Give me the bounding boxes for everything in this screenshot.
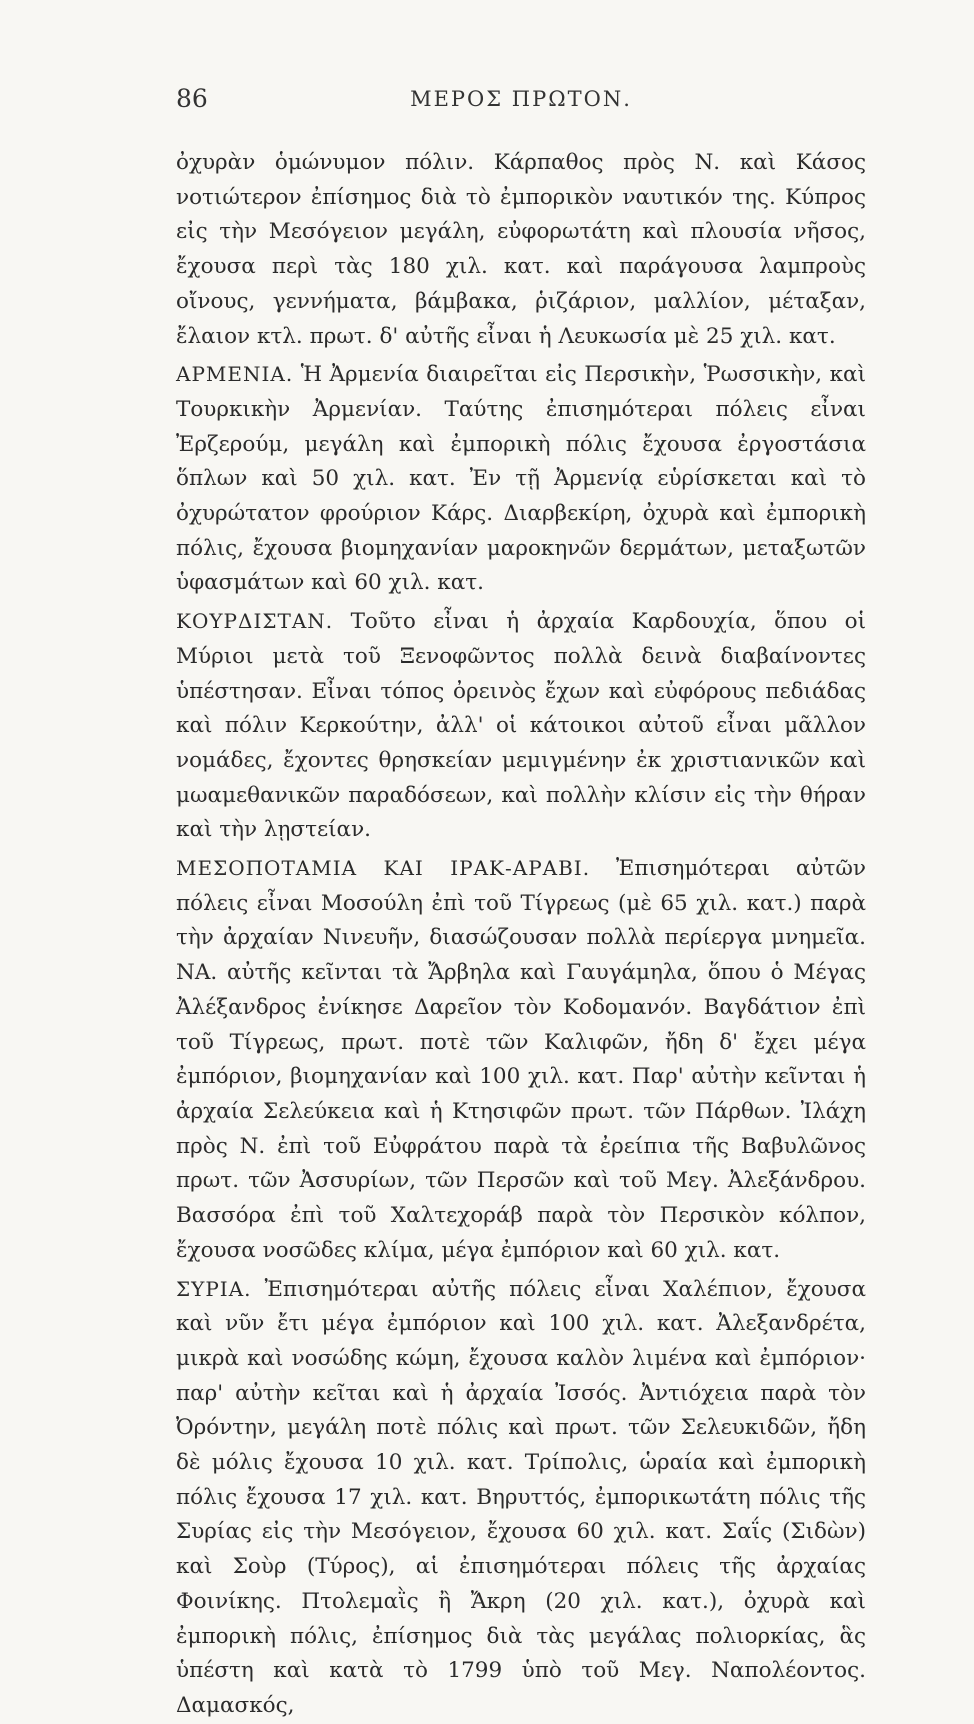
paragraph-kurdistan [176, 604, 866, 848]
paragraph-text: Ἐπισημότεραι αὐτῶν πόλεις εἶναι Μοσούλη ἐπὶ τοῦ Τίγρεως (μὲ 65 χιλ. κατ.) παρὰ τὴν ἀρχαίαν Νινευῆν, διασώζουσαν πολλὰ περίεργα μνημεῖα. ΝΑ. αὐτῆς κεῖνται τὰ Ἄρβηλα καὶ Γαυγάμηλα, ὅπου ὁ Μέγας Ἀλέξανδρος ἐνίκησε Δαρεῖον τὸν Κοδομανόν. Βαγδάτιον ἐπὶ τοῦ Τίγρεως, πρωτ. ποτὲ τῶν Καλιφῶν, ἤδη δ' ἔχει μέγα ἐμπόριον, βιομηχανίαν καὶ 100 χιλ. κατ. Παρ' αὐτὴν κεῖνται ἡ ἀρχαία Σελεύκεια καὶ ἡ Κτησιφῶν πρωτ. τῶν Πάρθων. Ἰλάχη πρὸς Ν. ἐπὶ τοῦ Εὐφράτου παρὰ τὰ ἐρείπια τῆς Βαβυλῶνος πρωτ. τῶν Ἀσσυρίων, τῶν Περσῶν καὶ τοῦ Μεγ. Ἀλεξάνδρου. Βασσόρα ἐπὶ τοῦ Χαλτεχοράβ παρὰ τὸν Περσικὸν κόλπον, ἔχουσα νοσῶδες κλίμα, μέγα ἐμπόριον καὶ 60 χιλ. κατ. [176, 856, 866, 1263]
paragraph-cyprus [176, 146, 866, 354]
section-heading-armenia: ΑΡΜΕΝΙΑ. [176, 362, 294, 387]
paragraph-text: ὀχυρὰν ὁμώνυμον πόλιν. Κάρπαθος πρὸς Ν. καὶ Κάσος νοτιώτερον ἐπίσημος διὰ τὸ ἐμπορικὸν ναυτικόν της. Κύπρος εἰς τὴν Μεσόγειον μεγάλη, εὐφορωτάτη καὶ πλουσία νῆσος, ἔχουσα περὶ τὰς 180 χιλ. κατ. καὶ παράγουσα λαμπροὺς οἴνους, γεννήματα, βάμβακα, ῥιζάριον, μαλλίον, μέταξαν, ἔλαιον κτλ. πρωτ. δ' αὐτῆς εἶναι ἡ Λευκωσία μὲ 25 χιλ. κατ. [176, 150, 866, 349]
running-head [176, 84, 866, 124]
paragraph-text: Τοῦτο εἶναι ἡ ἀρχαία Καρδουχία, ὅπου οἱ Μύριοι μετὰ τοῦ Ξενοφῶντος πολλὰ δεινὰ διαβαίνοντες ὑπέστησαν. Εἶναι τόπος ὀρεινὸς ἔχων καὶ εὐφόρους πεδιάδας καὶ πόλιν Κερκούτην, ἀλλ' οἱ κάτοικοι αὐτοῦ εἶναι μᾶλλον νομάδες, ἔχοντες θρησκείαν μεμιγμένην ἐκ χριστιανικῶν καὶ μωαμεθανικῶν παραδόσεων, καὶ πολλὴν κλίσιν εἰς τὴν θήραν καὶ τὴν λῃστείαν. [176, 609, 866, 843]
body-text [176, 146, 866, 1724]
running-title: ΜΕΡΟΣ ΠΡΩΤΟΝ. [410, 87, 632, 111]
section-heading-mesopotamia: ΜΕΣΟΠΟΤΑΜΙΑ ΚΑΙ ΙΡΑΚ-ΑΡΑΒΙ. [176, 856, 591, 881]
paragraph-text: Ἐπισημότεραι αὐτῆς πόλεις εἶναι Χαλέπιον, ἔχουσα καὶ νῦν ἔτι μέγα ἐμπόριον καὶ 100 χιλ. κατ. Ἀλεξανδρέτα, μικρὰ καὶ νοσώδης κώμη, ἔχουσα καλὸν λιμένα καὶ ἐμπόριον· παρ' αὐτὴν κεῖται καὶ ἡ ἀρχαία Ἰσσός. Ἀντιόχεια παρὰ τὸν Ὀρόντην, μεγάλη ποτὲ πόλις καὶ πρωτ. τῶν Σελευκιδῶν, ἤδη δὲ μόλις ἔχουσα 10 χιλ. κατ. Τρίπολις, ὡραία καὶ ἐμπορικὴ πόλις ἔχουσα 17 χιλ. κατ. Βηρυττός, ἐμπορικωτάτη πόλις τῆς Συρίας εἰς τὴν Μεσόγειον, ἔχουσα 60 χιλ. κατ. Σαΐς (Σιδὼν) καὶ Σοὺρ (Τύρος), αἱ ἐπισημότεραι πόλεις τῆς ἀρχαίας Φοινίκης. Πτολεμαῒς ἢ Ἄκρη (20 χιλ. κατ.), ὀχυρὰ καὶ ἐμπορικὴ πόλις, ἐπίσημος διὰ τὰς μεγάλας πολιορκίας, ἃς ὑπέστη καὶ κατὰ τὸ 1799 ὑπὸ τοῦ Μεγ. Ναπολέοντος. Δαμασκός, [176, 1276, 866, 1718]
paragraph-text: Ἡ Ἀρμενία διαιρεῖται εἰς Περσικὴν, Ῥωσσικὴν, καὶ Τουρκικὴν Ἀρμενίαν. Ταύτης ἐπισημότεραι πόλεις εἶναι Ἐρζερούμ, μεγάλη καὶ ἐμπορικὴ πόλις ἔχουσα ἐργοστάσια ὅπλων καὶ 50 χιλ. κατ. Ἐν τῇ Ἀρμενίᾳ εὑρίσκεται καὶ τὸ ὀχυρώτατον φρούριον Κάρς. Διαρβεκίρη, ὀχυρὰ καὶ ἐμπορικὴ πόλις, ἔχουσα βιομηχανίαν μαροκηνῶν δερμάτων, μεταξωτῶν ὑφασμάτων καὶ 60 χιλ. κατ. [176, 362, 866, 596]
page-number: 86 [176, 84, 208, 113]
section-heading-kurdistan: ΚΟΥΡΔΙΣΤΑΝ. [176, 609, 334, 634]
section-heading-syria: ΣΥΡΙΑ. [176, 1276, 252, 1301]
paragraph-mesopotamia [176, 851, 866, 1268]
paragraph-syria [176, 1272, 866, 1724]
paragraph-armenia [176, 357, 866, 601]
